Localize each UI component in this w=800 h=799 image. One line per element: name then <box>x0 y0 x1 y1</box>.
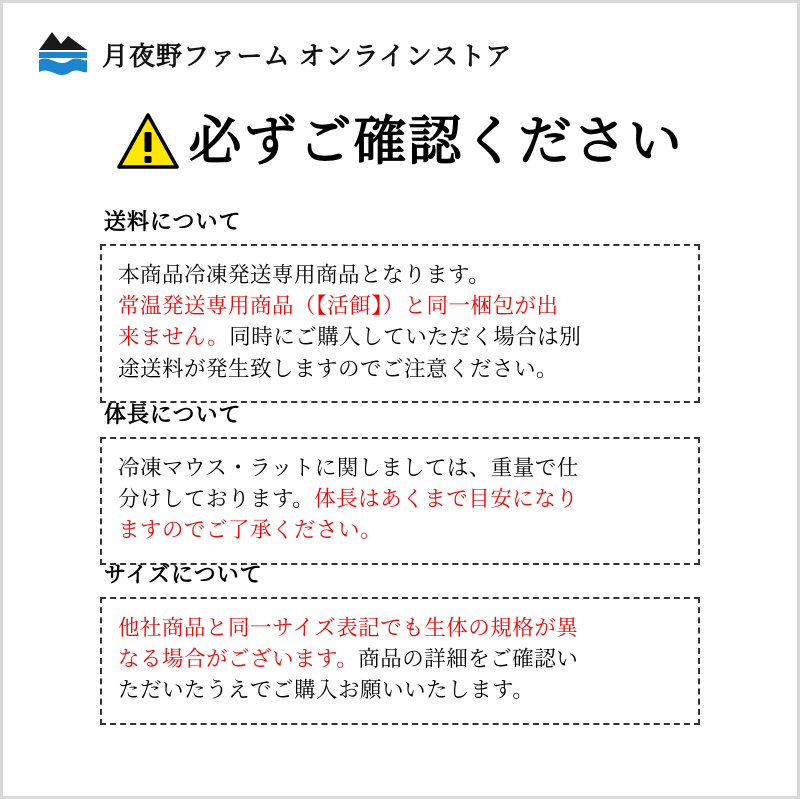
length-line-3-text: ますのでご了承ください。 <box>118 518 383 543</box>
shipping-line-3-text-black: 同時にご購入していただく場合は別 <box>229 325 582 350</box>
length-line-2 <box>118 484 682 515</box>
section-shipping-heading: 送料について <box>104 209 242 234</box>
page-title <box>0 112 800 170</box>
size-line-2 <box>118 644 682 675</box>
page-title-text: 必ずご確認ください <box>188 111 684 171</box>
length-line-2-text-red: 体長はあくまで目安になり <box>314 487 579 512</box>
size-line-2-text-red: なる場合がございます。 <box>118 647 359 672</box>
size-line-1 <box>118 613 682 644</box>
shipping-line-1-text: 本商品冷凍発送専用商品となります。 <box>118 263 491 287</box>
length-line-2-text-black: 分けしております。 <box>118 487 315 512</box>
mountain-river-logo-icon <box>36 28 90 80</box>
section-shipping-body <box>100 244 700 403</box>
store-header <box>36 28 512 80</box>
section-size-heading: サイズについて <box>104 562 263 587</box>
section-length-body <box>100 437 700 565</box>
section-size <box>100 558 700 725</box>
section-size-body <box>100 597 700 725</box>
length-line-1 <box>118 453 682 484</box>
length-line-3 <box>118 515 682 546</box>
size-line-3-text: ただいたうえでご購入お願いいたします。 <box>118 678 535 703</box>
shipping-line-4-text: 途送料が発生致しますのでご注意ください。 <box>118 356 559 381</box>
shipping-line-4 <box>118 354 682 385</box>
section-length <box>100 398 700 565</box>
shipping-line-1 <box>118 260 682 291</box>
shipping-line-2-text: 常温発送専用商品（【活餌】）と同一梱包が出 <box>118 294 559 319</box>
size-line-2-text-black: 商品の詳細をご確認い <box>358 647 579 672</box>
size-line-1-text: 他社商品と同一サイズ表記でも生体の規格が異 <box>118 616 579 640</box>
size-line-3 <box>118 675 682 706</box>
store-brand-name: 月夜野ファーム オンラインストア <box>102 40 513 71</box>
section-length-heading: 体長について <box>104 402 242 427</box>
warning-triangle-icon <box>117 112 179 170</box>
section-shipping <box>100 205 700 403</box>
shipping-line-2 <box>118 291 682 322</box>
shipping-line-3 <box>118 322 682 353</box>
length-line-1-text: 冷凍マウス・ラットに関しましては、重量で仕 <box>118 456 579 480</box>
shipping-line-3-text-red: 来ません。 <box>118 325 230 350</box>
frame-border-top <box>0 0 800 3</box>
